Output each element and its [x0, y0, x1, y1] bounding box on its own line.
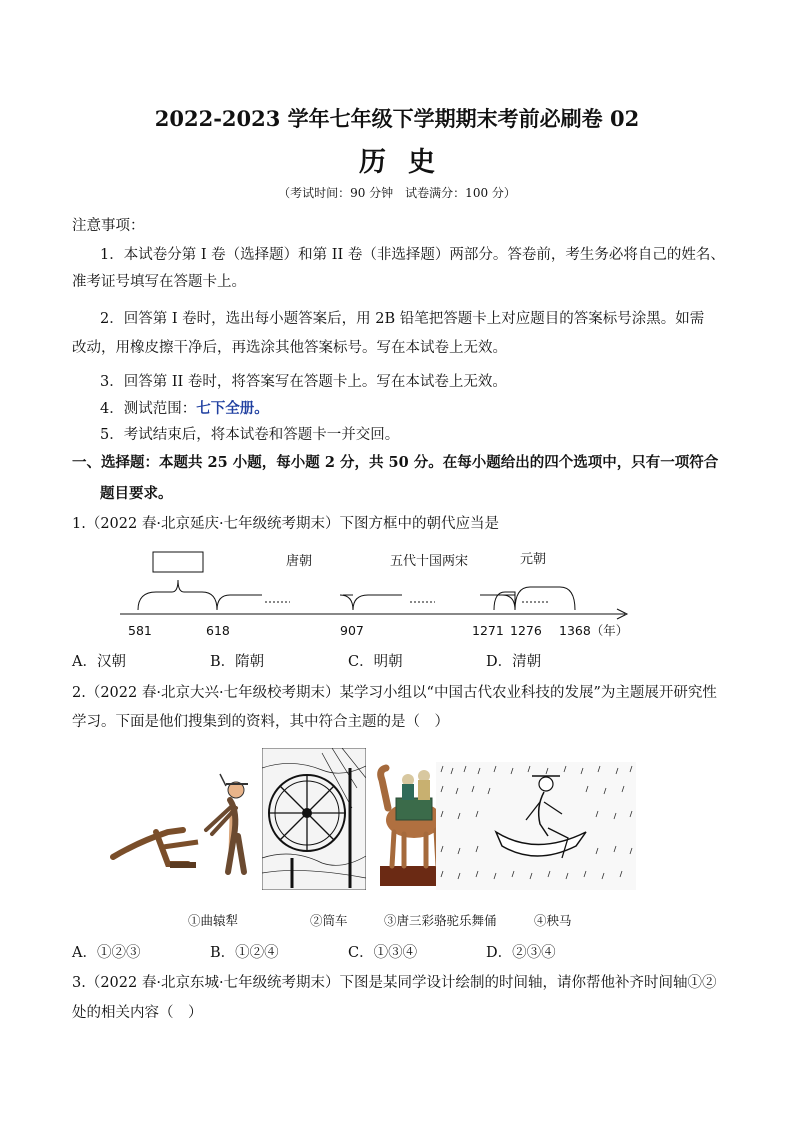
q1-option-a[interactable]: A．汉朝 [72, 654, 126, 670]
q1-brace-sui [138, 580, 217, 610]
q1-options [72, 650, 624, 671]
q2-option-c[interactable]: C．①③④ [348, 945, 418, 961]
note-item-3: 3．回答第 II 卷时，将答案写在答题卡上。写在本试卷上无效。 [100, 374, 507, 390]
notes-heading: 注意事项： [72, 218, 145, 234]
q1-label-wudai: 五代十国两宋 [390, 554, 469, 569]
note-item-2a: 2．回答第 I 卷时，选出每小题答案后，用 2B 铅笔把答题卡上对应题目的答案标号涂黑。如需 [100, 311, 705, 327]
q1-option-d[interactable]: D．清朝 [486, 654, 542, 670]
q1-option-c[interactable]: C．明朝 [348, 654, 403, 670]
q1-year-1276: 1276 [510, 623, 542, 638]
q1-brace-yuan [515, 587, 575, 610]
tube-waterwheel-image [262, 748, 366, 890]
note-item-2b: 改动，用橡皮擦干净后，再选涂其他答案标号。写在本试卷上无效。 [72, 340, 507, 356]
q1-timeline [110, 545, 640, 645]
q1-year-1271: 1271 [472, 623, 504, 638]
yangma-image [436, 762, 636, 890]
note-item-4-label: 4．测试范围： [100, 401, 197, 417]
subject-title: 历史 [359, 147, 457, 178]
section-heading-a: 一、选择题：本题共 25 小题，每小题 2 分，共 50 分。在每小题给出的四个选项中，只有一项符合 [72, 454, 719, 471]
q1-year-1368: 1368（年） [559, 623, 629, 638]
q1-stem: 1.（2022 春·北京延庆·七年级统考期末）下图方框中的朝代应当是 [72, 516, 500, 532]
caption-tang-camel: ③唐三彩骆驼乐舞俑 [384, 913, 497, 928]
q2-option-b[interactable]: B．①②④ [210, 945, 279, 961]
section-heading-b: 题目要求。 [100, 485, 173, 502]
caption-curved-plough: ①曲辕犁 [188, 913, 239, 928]
note-item-1b: 准考证号填写在答题卡上。 [72, 274, 246, 290]
q2-options [72, 941, 624, 962]
test-scope: 七下全册。 [196, 400, 269, 417]
q2-option-a[interactable]: A．①②③ [72, 945, 141, 961]
q1-label-tang: 唐朝 [286, 554, 313, 569]
q1-option-b[interactable]: B．隋朝 [210, 654, 265, 670]
q1-answer-box [153, 552, 203, 572]
q2-option-d[interactable]: D．②③④ [486, 945, 556, 961]
caption-tube-waterwheel: ②筒车 [310, 913, 348, 928]
q1-year-907: 907 [340, 623, 364, 638]
exam-title: 2022-2023 学年七年级下学期期末考前必刷卷 02 [154, 106, 640, 131]
curved-plough-image [108, 772, 260, 890]
exam-info: （考试时间：90 分钟 试卷满分：100 分） [278, 186, 516, 200]
note-item-4 [100, 399, 760, 419]
note-item-1a: 1．本试卷分第 I 卷（选择题）和第 II 卷（非选择题）两部分。答卷前，考生务必将自己的姓名、 [100, 247, 725, 263]
q2-stem-b: 学习。下面是他们搜集到的资料，其中符合主题的是（ ） [72, 714, 449, 730]
q2-stem-a: 2.（2022 春·北京大兴·七年级校考期末）某学习小组以“中国古代农业科技的发展”为主题展开研究性 [72, 685, 717, 701]
q1-year-581: 581 [128, 623, 152, 638]
q3-stem-a: 3.（2022 春·北京东城·七年级统考期末）下图是某同学设计绘制的时间轴，请你帮他补齐时间轴①② [72, 975, 717, 991]
q1-year-618: 618 [206, 623, 230, 638]
caption-yangma: ④秧马 [534, 913, 572, 928]
q3-stem-b: 处的相关内容（ ） [72, 1005, 203, 1021]
note-item-5: 5．考试结束后，将本试卷和答题卡一并交回。 [100, 427, 400, 443]
q1-label-yuan: 元朝 [520, 552, 547, 567]
